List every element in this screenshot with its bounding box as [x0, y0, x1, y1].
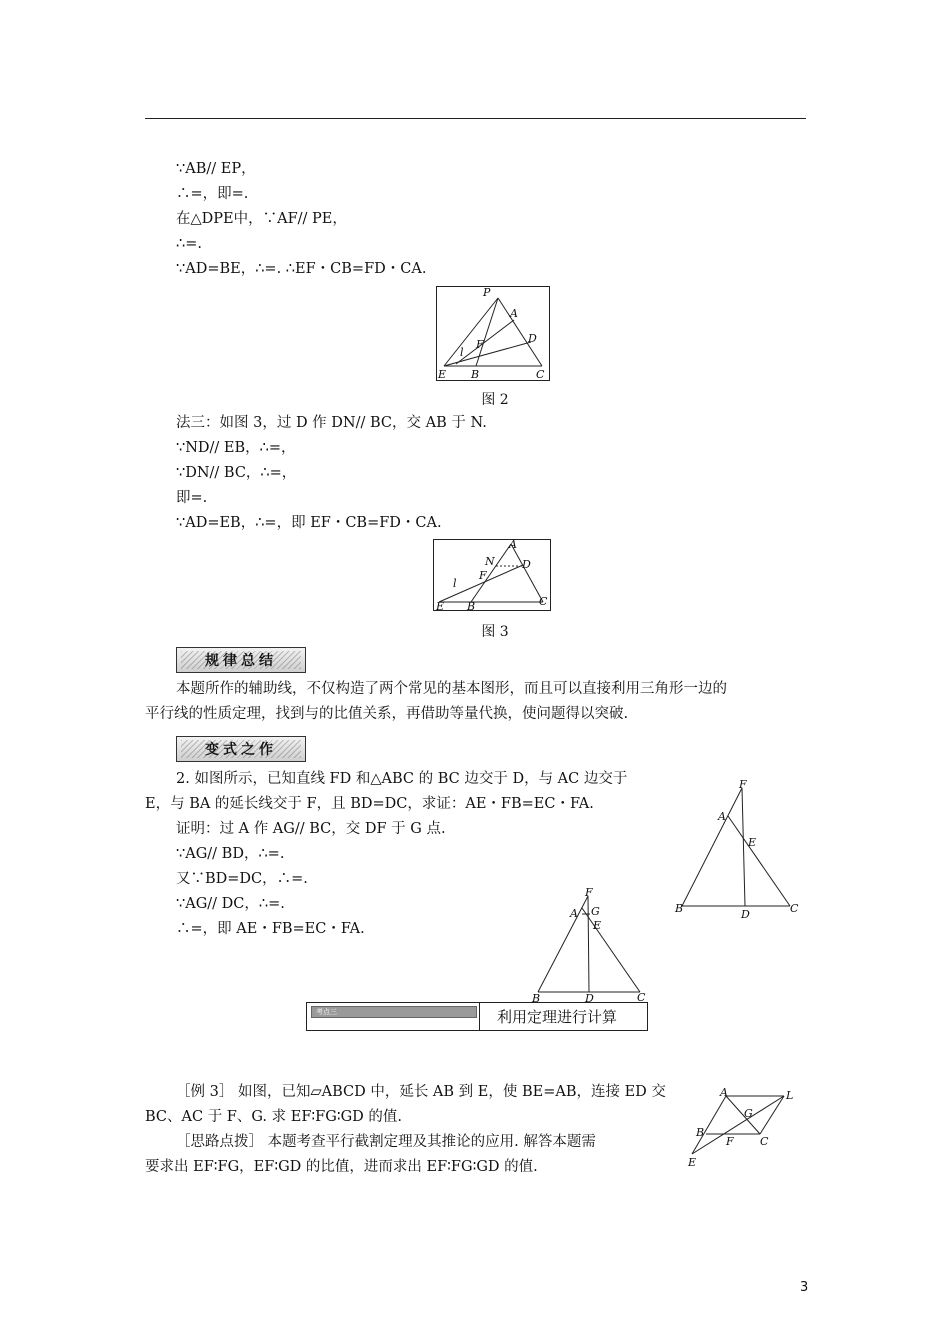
variant-figure-1 — [672, 778, 810, 920]
ex3-label-e: E — [688, 1156, 697, 1169]
v2-label-c: C — [637, 991, 646, 1002]
variant-line-7: ∴=，即 AE・FB=EC・FA. — [176, 921, 365, 937]
proof-line-1: ∵AB// EP， — [176, 161, 256, 177]
topic-tag-cell — [307, 1003, 480, 1030]
banner-variant — [176, 736, 306, 762]
fig2-label-e: E — [438, 368, 447, 381]
fig2-label-f: F — [476, 338, 484, 351]
v1-label-d: D — [741, 908, 750, 920]
variant-line-4: ∵AG// BD，∴=. — [176, 846, 285, 862]
summary-line-1: 本题所作的辅助线，不仅构造了两个常见的基本图形，而且可以直接利用三角形一边的 — [176, 681, 727, 697]
example3-line-3: ［思路点拨］ 本题考查平行截割定理及其推论的应用. 解答本题需 — [176, 1134, 596, 1150]
fig2-label-c: C — [536, 368, 545, 381]
fig3-label-l: l — [453, 577, 457, 590]
v1-label-a: A — [718, 810, 726, 823]
example3-line-1: ［例 3］ 如图，已知▱ABCD 中，延长 AB 到 E，使 BE=AB，连接 ED 交 — [176, 1084, 666, 1100]
fig3-label-n: N — [485, 555, 495, 568]
method3-line-4: 即=. — [176, 490, 208, 506]
fig2-label-b: B — [471, 368, 480, 381]
figure-2-caption: 图 2 — [481, 392, 509, 408]
summary-line-2: 平行线的性质定理，找到与的比值关系，再借助等量代换，使问题得以突破. — [145, 706, 629, 722]
method3-line-2: ∵ND// EB，∴=， — [176, 440, 296, 456]
ex3-label-l: L — [786, 1089, 794, 1102]
fig2-label-l: l — [460, 346, 464, 359]
v2-label-e: E — [593, 919, 602, 932]
banner-rule-summary-text: 规律总结 — [205, 653, 277, 669]
fig3-label-d: D — [522, 558, 531, 571]
fig3-label-f: F — [479, 569, 487, 582]
banner-variant-text: 变式之作 — [205, 742, 277, 758]
topic-title: 利用定理进行计算 — [497, 1008, 618, 1026]
proof-line-5: ∵AD=BE，∴=. ∴EF・CB=FD・CA. — [176, 261, 427, 277]
ex3-label-b: B — [696, 1126, 705, 1139]
v1-label-f: F — [739, 778, 747, 791]
v1-label-e: E — [748, 836, 757, 849]
proof-line-4: ∴=. — [176, 236, 202, 252]
variant-line-1: 2. 如图所示，已知直线 FD 和△ABC 的 BC 边交于 D，与 AC 边交于 — [176, 771, 628, 787]
proof-line-2: ∴=，即=. — [176, 186, 249, 202]
fig3-label-a: A — [509, 539, 517, 551]
ex3-label-c: C — [760, 1135, 769, 1148]
ex3-label-g: G — [744, 1107, 753, 1120]
page-number: 3 — [800, 1280, 809, 1295]
figure-3 — [433, 539, 551, 613]
fig2-label-d: D — [528, 332, 537, 345]
topic-header-box — [306, 1002, 648, 1031]
fig3-label-c: C — [539, 595, 548, 608]
variant-line-2: E，与 BA 的延长线交于 F，且 BD=DC，求证：AE・FB=EC・FA. — [145, 796, 594, 812]
variant-figure-2 — [528, 884, 650, 1002]
proof-line-3: 在△DPE中，∵AF// PE， — [176, 211, 347, 227]
v1-label-b: B — [675, 902, 684, 915]
v1-label-c: C — [790, 902, 799, 915]
figure-3-caption: 图 3 — [481, 624, 509, 640]
variant-line-3: 证明：过 A 作 AG// BC，交 DF 于 G 点. — [176, 821, 446, 837]
banner-rule-summary — [176, 647, 306, 673]
v2-label-d: D — [585, 992, 594, 1002]
ex3-label-a: A — [720, 1086, 728, 1099]
example3-line-4: 要求出 EF∶FG，EF∶GD 的比值，进而求出 EF∶FG∶GD 的值. — [145, 1159, 538, 1175]
figure-2 — [436, 286, 550, 382]
header-rule — [145, 118, 806, 119]
v2-label-g: G — [591, 905, 600, 918]
variant-line-5: 又∵BD=DC，∴=. — [176, 871, 308, 887]
method3-line-3: ∵DN// BC，∴=， — [176, 465, 297, 481]
v2-label-b: B — [532, 992, 541, 1002]
fig2-label-p: P — [483, 286, 491, 299]
v2-label-a: A — [570, 907, 578, 920]
example3-line-2: BC、AC 于 F、G. 求 EF∶FG∶GD 的值. — [145, 1109, 403, 1125]
fig2-label-a: A — [510, 307, 518, 320]
fig3-label-b: B — [467, 600, 476, 613]
method3-line-1: 法三：如图 3，过 D 作 DN// BC，交 AB 于 N. — [176, 415, 487, 431]
ex3-label-f: F — [726, 1135, 734, 1148]
topic-tag: 考点三 — [311, 1006, 477, 1018]
fig3-label-e: E — [436, 600, 445, 613]
v2-label-f: F — [585, 886, 593, 899]
variant-line-6: ∵AG// DC，∴=. — [176, 896, 285, 912]
method3-line-5: ∵AD=EB，∴=，即 EF・CB=FD・CA. — [176, 515, 442, 531]
example3-figure — [686, 1084, 798, 1170]
